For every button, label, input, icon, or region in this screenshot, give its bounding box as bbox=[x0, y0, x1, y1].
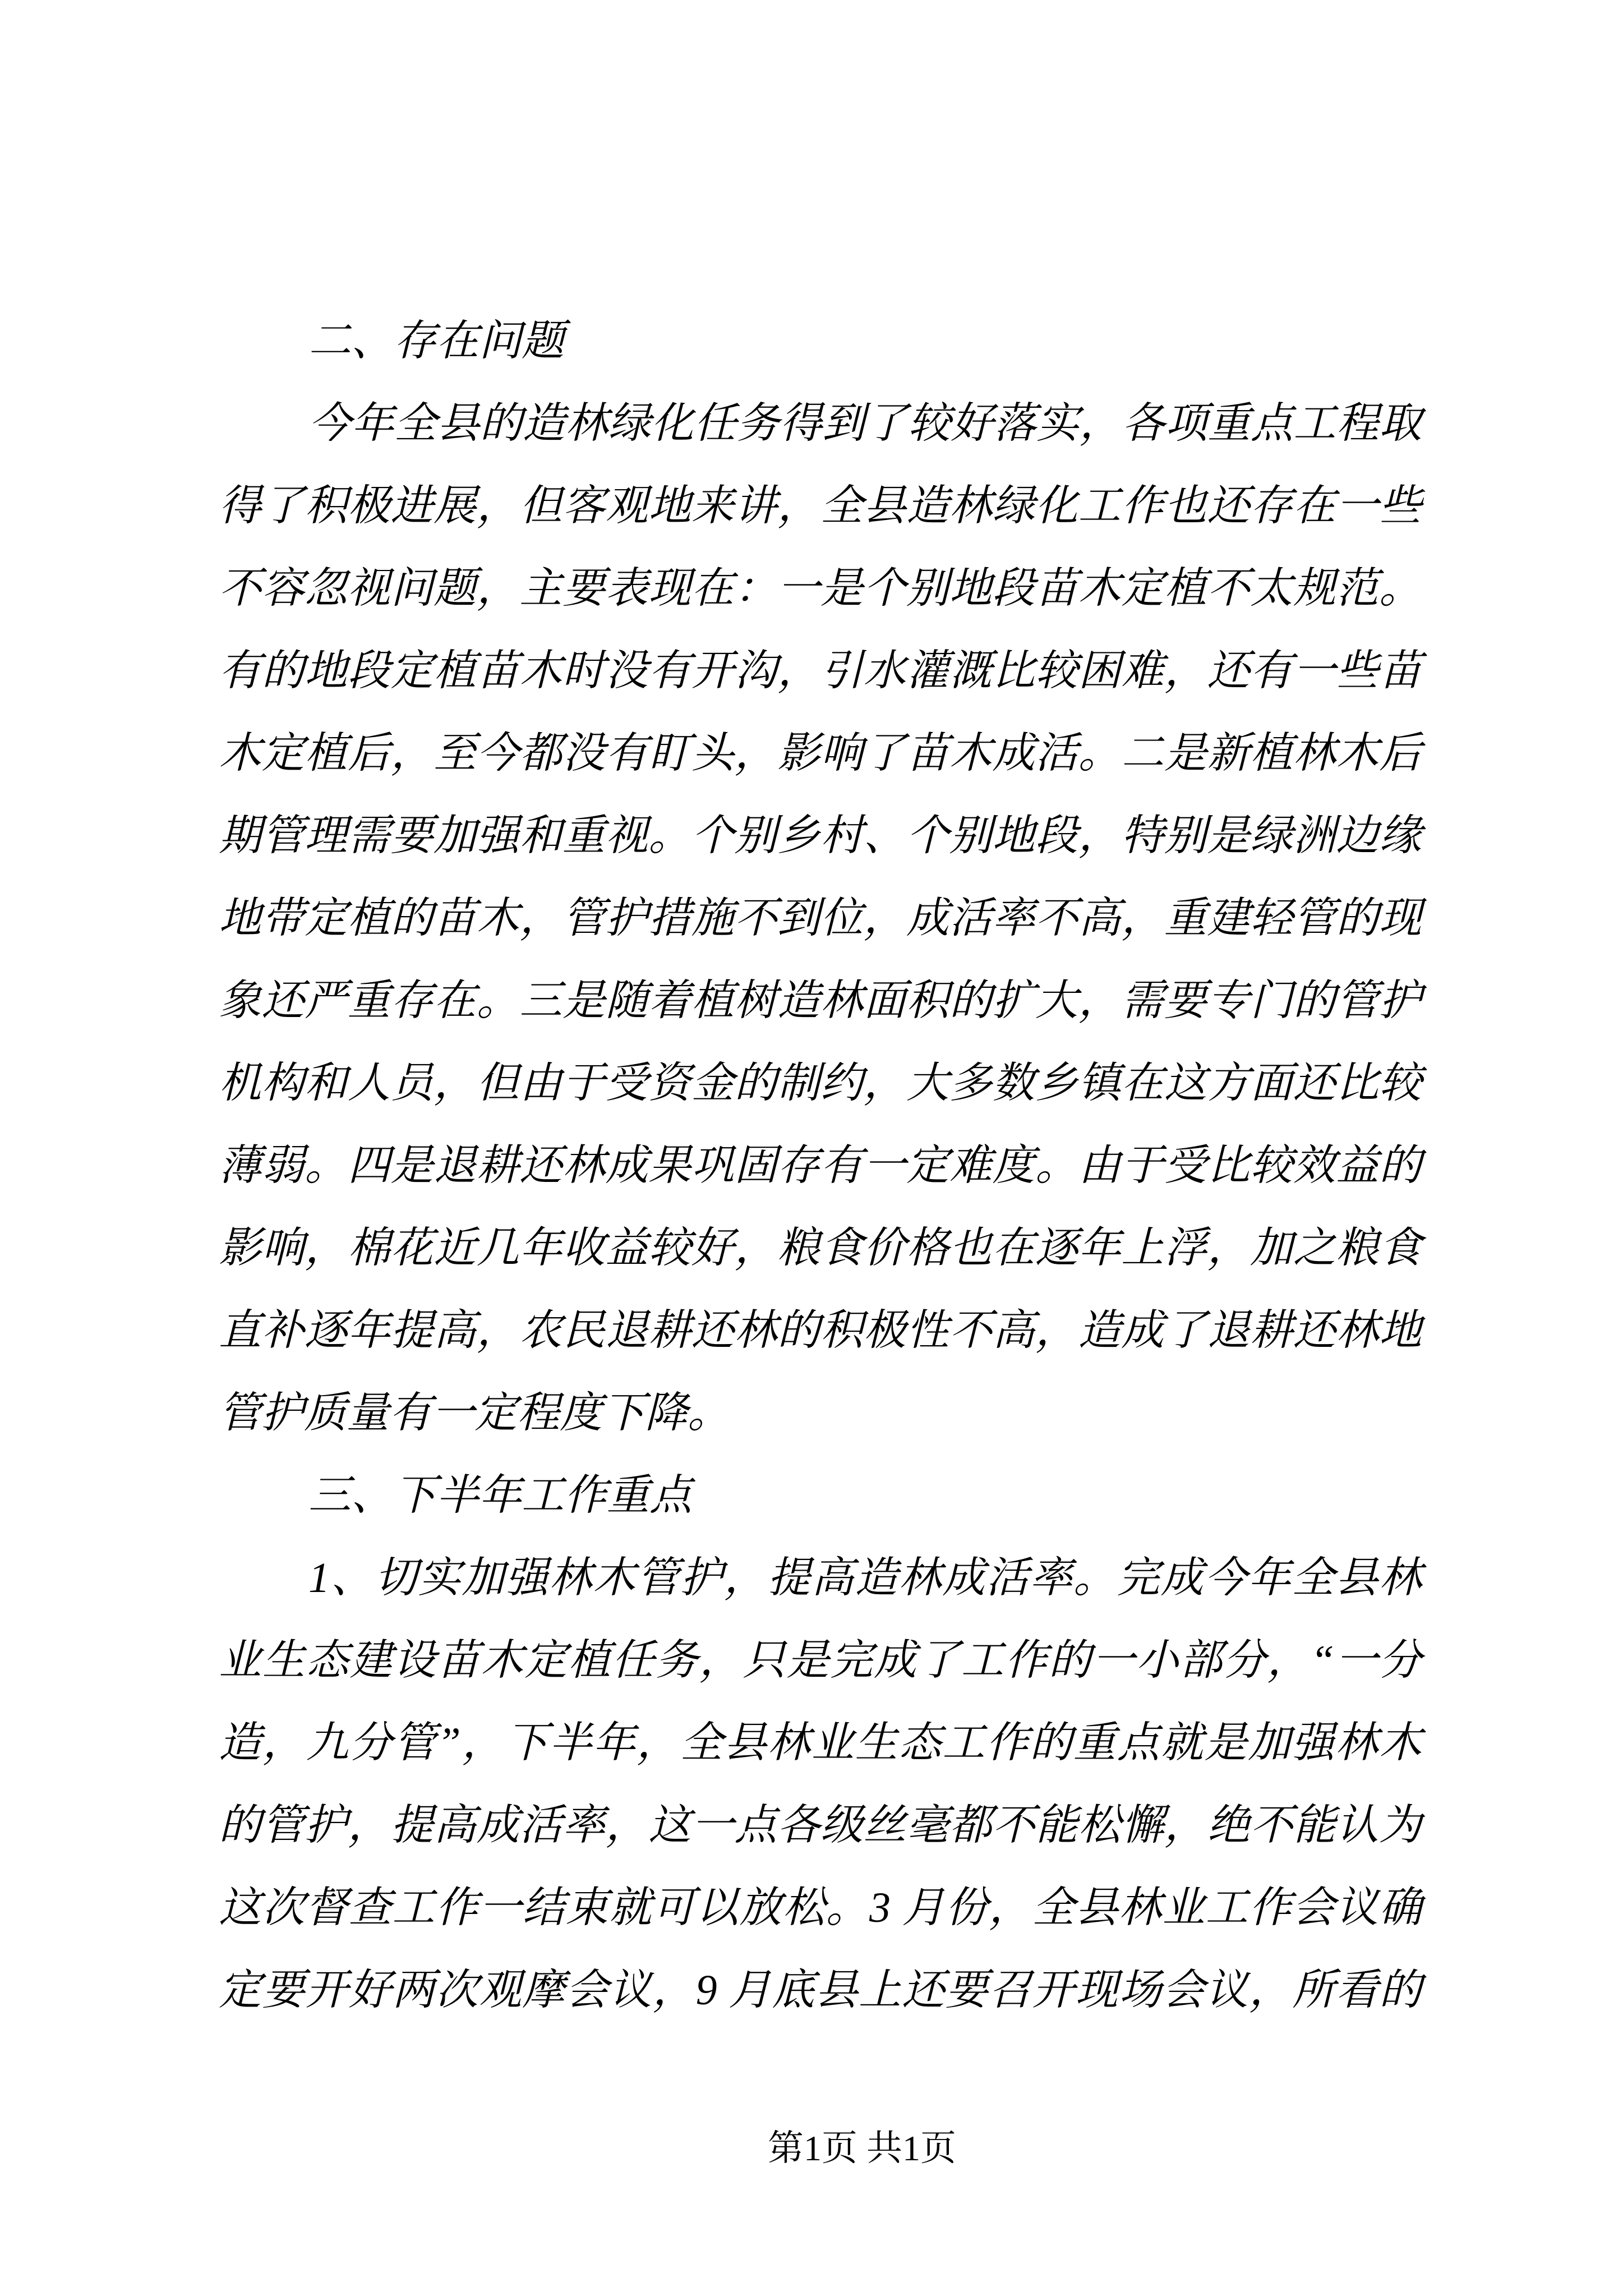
page-number-label: 第1页 共1页 bbox=[768, 2128, 956, 2168]
text-line: 1、切实加强林木管护，提高造林成活率。完成今年全县林 bbox=[308, 1554, 1422, 1602]
text-line: 定要开好两次观摩会议，9 月底县上还要召开现场会议，所看的 bbox=[219, 1967, 1422, 2014]
text-line: 得了积极进展，但客观地来讲，全县造林绿化工作也还存在一些 bbox=[219, 482, 1422, 530]
page-footer bbox=[0, 2125, 1623, 2172]
text-line: 造，九分管”，下半年，全县林业生态工作的重点就是加强林木 bbox=[219, 1719, 1422, 1766]
document-body bbox=[219, 300, 1422, 2032]
text-line: 薄弱。四是退耕还林成果巩固存有一定难度。由于受比较效益的 bbox=[219, 1142, 1422, 1189]
text-line: 的管护，提高成活率，这一点各级丝毫都不能松懈，绝不能认为 bbox=[219, 1802, 1422, 1849]
text-line: 这次督查工作一结束就可以放松。3 月份，全县林业工作会议确 bbox=[219, 1884, 1422, 1931]
heading-line: 三、下半年工作重点 bbox=[308, 1472, 692, 1519]
text-line: 今年全县的造林绿化任务得到了较好落实，各项重点工程取 bbox=[308, 400, 1422, 447]
text-line: 有的地段定植苗木时没有开沟，引水灌溉比较困难，还有一些苗 bbox=[219, 647, 1422, 694]
text-line: 直补逐年提高，农民退耕还林的积极性不高，造成了退耕还林地 bbox=[219, 1307, 1422, 1354]
text-line: 不容忽视问题，主要表现在：一是个别地段苗木定植不太规范。 bbox=[219, 565, 1422, 612]
text-line: 管护质量有一定程度下降。 bbox=[219, 1389, 730, 1437]
text-line: 地带定植的苗木，管护措施不到位，成活率不高，重建轻管的现 bbox=[219, 895, 1422, 942]
text-line: 业生态建设苗木定植任务，只是完成了工作的一小部分，“一分 bbox=[219, 1637, 1422, 1684]
text-line: 木定植后，至今都没有盯头，影响了苗木成活。二是新植林木后 bbox=[219, 730, 1422, 777]
text-line: 机构和人员，但由于受资金的制约，大多数乡镇在这方面还比较 bbox=[219, 1060, 1422, 1107]
text-line: 影响，棉花近几年收益较好，粮食价格也在逐年上浮，加之粮食 bbox=[219, 1225, 1422, 1272]
heading-line: 二、存在问题 bbox=[308, 318, 564, 365]
text-line: 象还严重存在。三是随着植树造林面积的扩大，需要专门的管护 bbox=[219, 977, 1422, 1024]
text-line: 期管理需要加强和重视。个别乡村、个别地段，特别是绿洲边缘 bbox=[219, 812, 1422, 859]
